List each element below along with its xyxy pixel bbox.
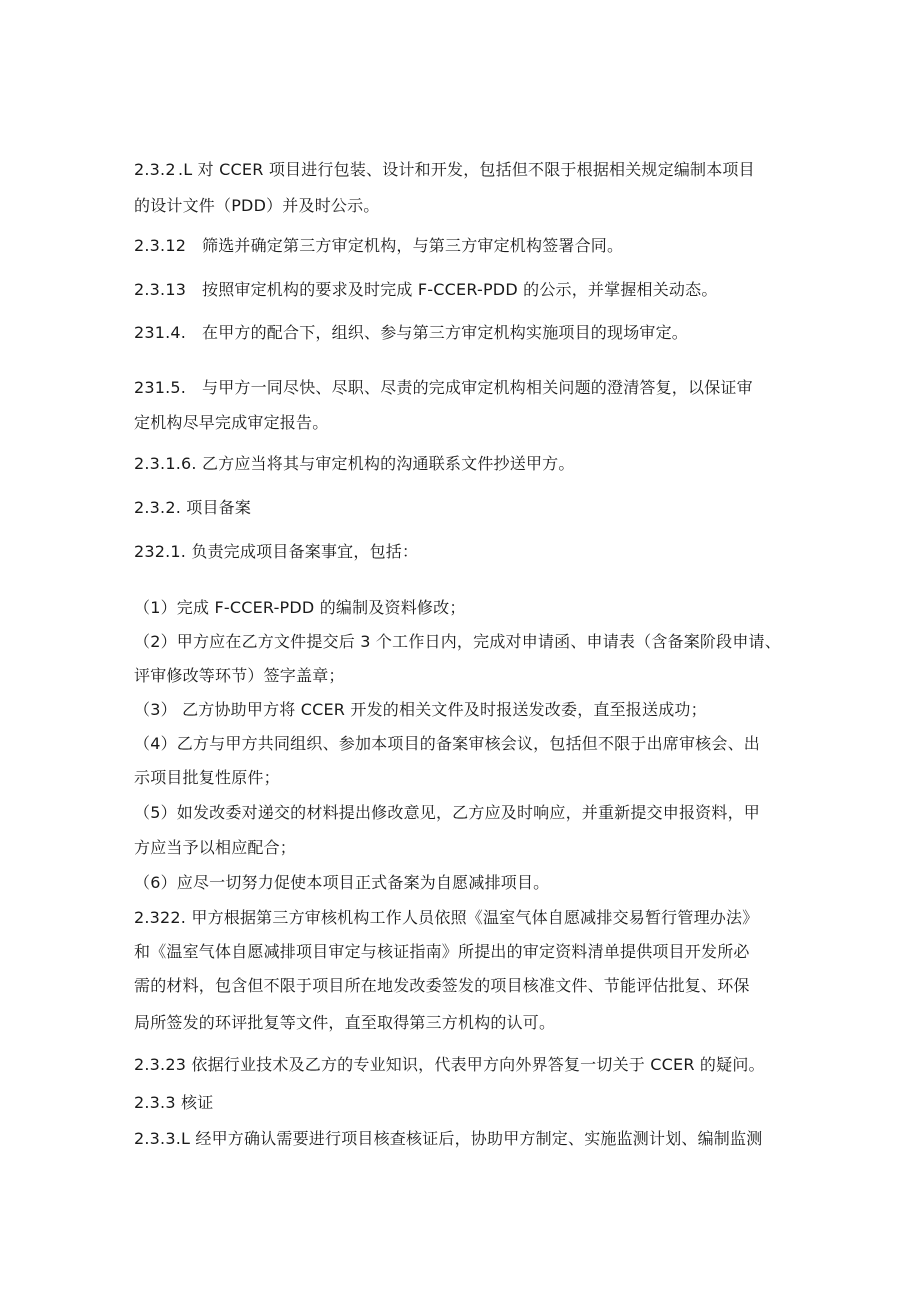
paragraph-number: 231.5.: [134, 378, 187, 397]
paragraph-text: 筛选并确定第三方审定机构，与第三方审定机构签署合同。: [202, 236, 624, 255]
paragraph-2-3-23: 2.3.23 依据行业技术及乙方的专业知识，代表甲方向外界答复一切关于 CCER 的疑问。: [134, 1055, 765, 1074]
paragraph-text: .L 对 CCER 项目进行包装、设计和开发，包括但不限于根据相关规定编制本项目: [178, 160, 755, 179]
paragraph-number: 231.4.: [134, 323, 187, 342]
paragraph-231-5-line-1: [134, 378, 794, 398]
paragraph-231-4: [134, 323, 794, 343]
section-heading-verification: 2.3.3 核证: [134, 1093, 214, 1112]
list-item-1: （1）完成 F-CCER-PDD 的编制及资料修改；: [134, 598, 466, 617]
list-item-2-line-2: 评审修改等环节）签字盖章；: [134, 666, 345, 685]
paragraph-2-322-line-1: 2.322. 甲方根据第三方审核机构工作人员依照《温室气体自愿减排交易暂行管理办法》: [134, 908, 759, 927]
section-heading-project-filing: 2.3.2. 项目备案: [134, 498, 252, 517]
paragraph-number: 2.3.12: [134, 236, 187, 255]
paragraph-2-322-line-3: 需的材料，包含但不限于项目所在地发改委签发的项目核准文件、节能评估批复、环保: [134, 976, 750, 995]
paragraph-text: 在甲方的配合下，组织、参与第三方审定机构实施项目的现场审定。: [202, 323, 689, 342]
paragraph-2-322-line-2: 和《温室气体自愿减排项目审定与核证指南》所提出的审定资料清单提供项目开发所必: [134, 942, 750, 961]
list-item-4-line-1: （4）乙方与甲方共同组织、参加本项目的备案审核会议，包括但不限于出席审核会、出: [134, 734, 760, 753]
list-item-2-line-1: （2）甲方应在乙方文件提交后 3 个工作日内，完成对申请函、申请表（含备案阶段申请、: [134, 632, 781, 651]
paragraph-number: 2.3.13: [134, 280, 187, 299]
paragraph-2-3-12: [134, 236, 794, 256]
paragraph-232-1: 232.1. 负责完成项目备案事宜，包括：: [134, 542, 419, 561]
paragraph-231-5-line-2: 定机构尽早完成审定报告。: [134, 413, 329, 432]
paragraph-2-322-line-4: 局所签发的环评批复等文件，直至取得第三方机构的认可。: [134, 1013, 556, 1032]
list-item-6: （6）应尽一切努力促使本项目正式备案为自愿减排项目。: [134, 873, 550, 892]
paragraph-2-3-1-6: 2.3.1.6. 乙方应当将其与审定机构的沟通联系文件抄送甲方。: [134, 454, 575, 473]
paragraph-number: 2.3.2: [134, 160, 176, 179]
list-item-5-line-1: （5）如发改委对递交的材料提出修改意见，乙方应及时响应，并重新提交申报资料，甲: [134, 803, 760, 822]
paragraph-text: 与甲方一同尽快、尽职、尽责的完成审定机构相关问题的澄清答复，以保证审: [202, 378, 753, 397]
list-item-5-line-2: 方应当予以相应配合；: [134, 838, 297, 857]
paragraph-2-3-2-line-1: [134, 160, 794, 180]
paragraph-2-3-3-l: 2.3.3.L 经甲方确认需要进行项目核查核证后，协助甲方制定、实施监测计划、编制监测: [134, 1129, 763, 1148]
list-item-4-line-2: 示项目批复性原件；: [134, 768, 280, 787]
list-item-3: （3） 乙方协助甲方将 CCER 开发的相关文件及时报送发改委，直至报送成功；: [134, 700, 707, 719]
paragraph-text: 按照审定机构的要求及时完成 F-CCER-PDD 的公示，并掌握相关动态。: [202, 280, 718, 299]
paragraph-2-3-13: [134, 280, 794, 300]
paragraph-2-3-2-line-2: 的设计文件（PDD）并及时公示。: [134, 196, 380, 215]
